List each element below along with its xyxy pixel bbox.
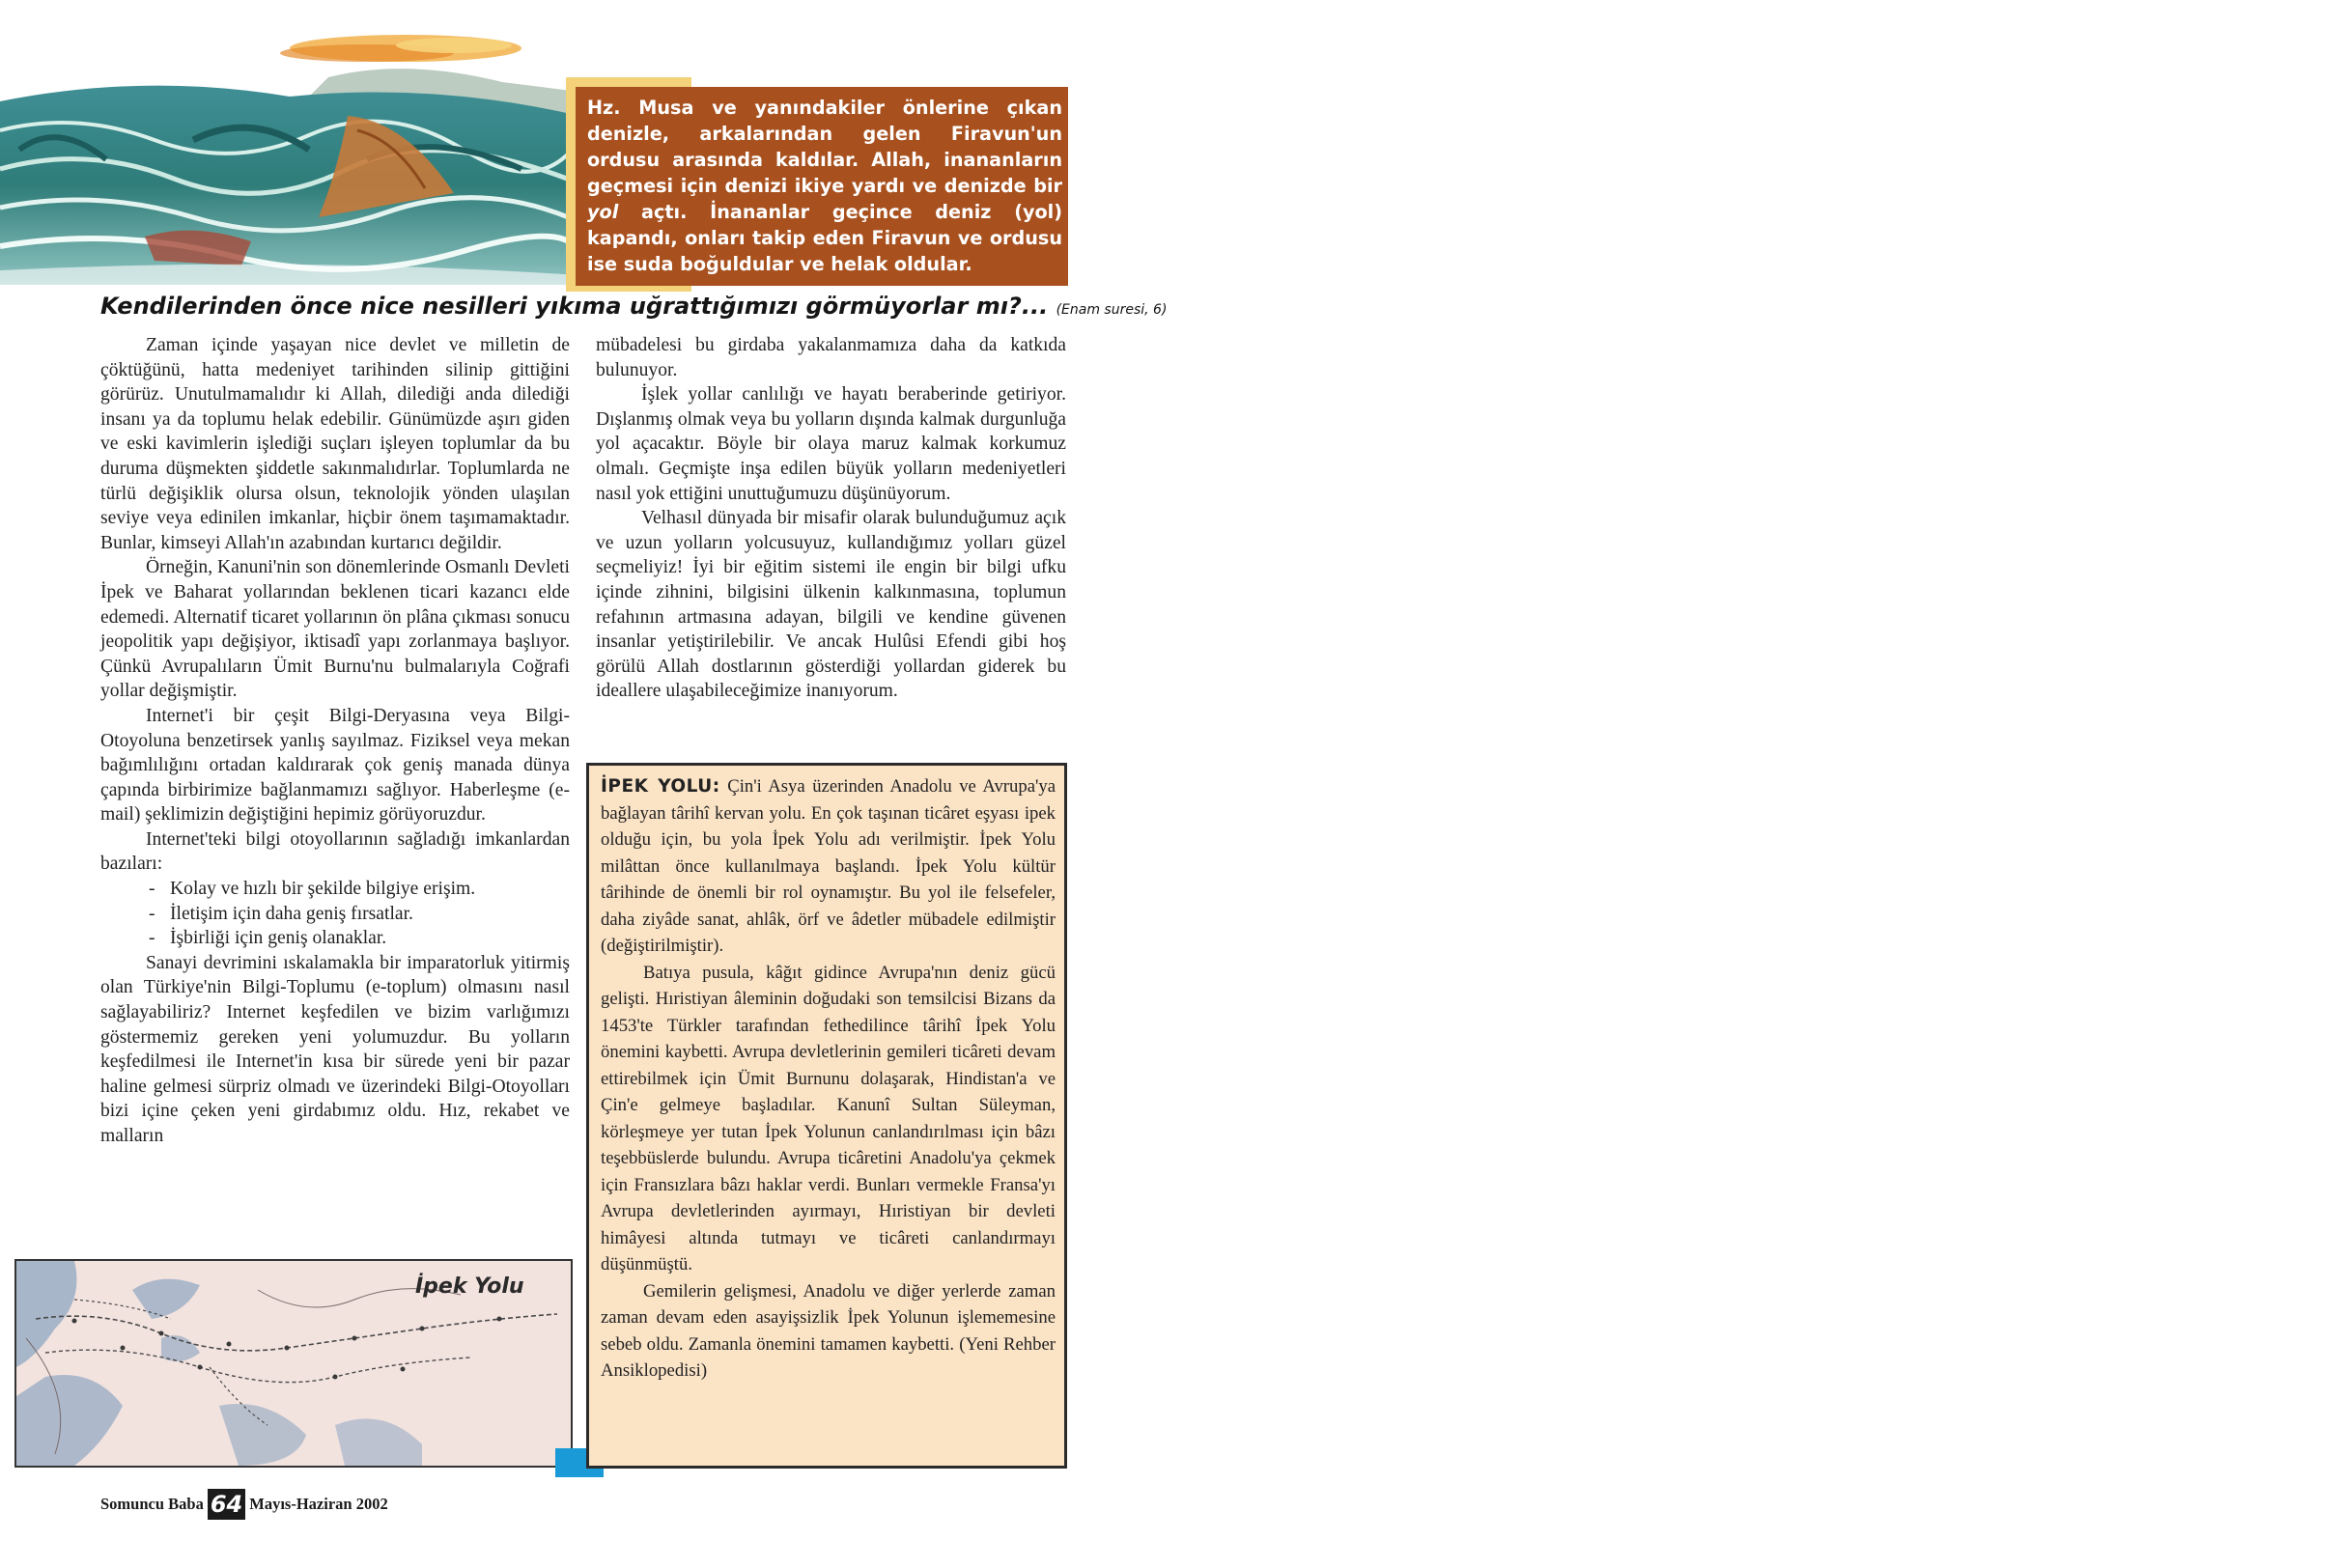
article-column-right	[596, 333, 1066, 704]
list-item: - İşbirliği için geniş olanaklar.	[149, 928, 387, 949]
page-footer	[100, 1489, 388, 1520]
caption-italic-word: yol	[587, 201, 619, 223]
paragraph: İşlek yollar canlılığı ve hayatı beraberinde getiriyor. Dışlanmış olmak veya bu yolların dışında kalmak durgunluğa yol açacaktır. Böyle bir olaya maruz kalmak korkumuz olmalı. Geçmişte inşa edilen büyük yolların medeniyetleri nasıl yok ettiğini unuttuğumuzu düşünüyorum.	[596, 384, 1066, 504]
info-paragraph: Batıya pusula, kâğıt gidince Avrupa'nın deniz gücü gelişti. Hıristiyan âleminin doğudaki son temsilcisi Bizans da 1453'te Türkler tarafından fethedilince târihî İpek Yolu önemini kaybetti. Avrupa devletlerinin gemileri ticâreti devam ettirebilmek için Ümit Burnunu dolaşarak, Hindistan'a ve Çin'e gelmeye başladılar. Kanunî Sultan Süleyman, körleşmeye yer tutan İpek Yolunun canlandırılması için bâzı teşebbüslerde bulundu. Avrupa ticâretini Anadolu'ya çekmek için Fransızlara bâzı haklar verdi. Bunları vermekle Fransa'yı Avrupa devletlerinden ayırmayı, Hıristiyan bir devleti himâyesi altında tutmayı ve ticâreti canlandırmayı düşünmüştü.	[601, 962, 1056, 1274]
paragraph: mübadelesi bu girdaba yakalanmamıza daha da katkıda bulunuyor.	[596, 335, 1066, 380]
verse-heading	[100, 293, 1168, 320]
paragraph: Internet'i bir çeşit Bilgi-Deryasına veya Bilgi-Otoyoluna benzetirsek yanlış sayılmaz. Fiziksel veya mekan bağımlılığını ortadan kaldırarak çok geniş manada dünya çapında birbirimize bağlanmamızı sağlıyor. Haberleşme (e-mail) şeklimizin değiştiğini hepimiz görüyoruzdur.	[100, 705, 570, 826]
info-paragraph	[601, 773, 1056, 960]
list-item: - Kolay ve hızlı bir şekilde bilgiye erişim.	[149, 879, 476, 900]
paragraph: Internet'teki bilgi otoyollarının sağladığı imkanlardan bazıları:	[100, 828, 570, 875]
magazine-name: Somuncu Baba	[100, 1495, 204, 1513]
issue-date: Mayıs-Haziran 2002	[249, 1495, 388, 1513]
paragraph: Velhasıl dünyada bir misafir olarak bulunduğumuz açık ve uzun yolların yolcusuyuz, kullandığımız yolları güzel seçmeliyiz! İyi bir eğitim sistemi ile engin bir bilgi ufku içinde zihnini, bilgisini ülkenin kalkınmasına, toplumun refahının artmasına adayan, bilgili ve kendine güvenen insanlar yetiştirilebilir. Ve ancak Hulûsi Efendi gibi hoş görülü Allah dostlarının gösterdiği yollardan giderek bu ideallere ulaşabileceğimize inanıyorum.	[596, 508, 1066, 702]
list-item: - İletişim için daha geniş fırsatlar.	[149, 903, 413, 924]
info-paragraph: Gemilerin gelişmesi, Anadolu ve diğer yerlerde zaman zaman devam eden asayişsizlik İpek Yolunun işlememesine sebeb oldu. Zamanla önemini tamamen kaybetti. (Yeni Rehber Ansiklopedisi)	[601, 1280, 1056, 1381]
sea-parting-illustration	[0, 24, 579, 285]
verse-reference: (Enam suresi, 6)	[1056, 302, 1168, 318]
page-number: 64	[208, 1489, 245, 1520]
caption-text-start: Hz. Musa ve yanındakiler önlerine çıkan denizle, arkalarından gelen Firavun'un ordusu arasında kaldılar. Allah, inananların geçmesi için denizi ikiye yardı ve denizde bir	[587, 97, 1062, 197]
paragraph: Sanayi devrimini ıskalamakla bir imparatorluk yitirmiş olan Türkiye'nin Bilgi-Toplumu (e-toplum) olmasını nasıl sağlayabiliriz? Internet keşfedilen ve bizim varlığımızı göstermemiz gereken yeni yolumuzdur. Bu yolların keşfedilmesi ile Internet'in kısa bir sürede yeni bir pazar haline gelmesi sürpriz olmadı ve üzerindeki Bilgi-Otoyolları bizi içine çeken yeni girdabımız oldu. Hız, rekabet ve malların	[100, 952, 570, 1146]
article-column-left	[100, 333, 570, 1149]
map-title: İpek Yolu	[415, 1274, 524, 1299]
caption-text-end: açtı. İnananlar geçince deniz (yol) kapandı, onları takip eden Firavun ve ordusu ise suda boğuldular ve helak oldular.	[587, 201, 1062, 275]
illustration-caption	[576, 87, 1068, 286]
info-heading: İPEK YOLU:	[601, 776, 720, 797]
paragraph: Örneğin, Kanuni'nin son dönemlerinde Osmanlı Devleti İpek ve Baharat yollarından beklenen ticari kazancı elde edemedi. Alternatif ticaret yollarının ön plâna çıkması sonucu jeopolitik yapı değişiyor, iktisadî yapı zorlanmaya başlıyor. Çünkü Avrupalıların Ümit Burnu'nu bulmalarıyla Coğrafi yollar değişmiştir.	[100, 557, 570, 702]
info-text: Çin'i Asya üzerinden Anadolu ve Avrupa'ya bağlayan târihî kervan yolu. En çok taşınan ticâret eşyası ipek olduğu için, bu yola İpek Yolu adı verilmiştir. İpek Yolu milâttan önce kullanılmaya başlandı. İpek Yolu kültür târihinde de önemli bir rol oynamıştır. Bu yol ile felsefeler, daha ziyâde sanat, ahlâk, örf ve âdetler mübadele edilmiştir (değiştirilmiştir).	[601, 776, 1056, 956]
silk-road-info-box	[586, 763, 1067, 1469]
paragraph: Zaman içinde yaşayan nice devlet ve milletin de çöktüğünü, hatta medeniyet tarihinden silinip gittiğini görürüz. Unutulmamalıdır ki Allah, dilediği anda dilediği insanı ya da toplumu helak edebilir. Günümüzde aşırı giden ve eski kavimlerin işlediği suçları işleyen toplumlar da bu duruma düşmekten şiddetle sakınmalıdırlar. Toplumlarda ne türlü değişiklik olursa olsun, teknolojik yönden ulaşılan seviye veya edinilen imkanlar, hiçbir önem taşımamaktadır. Bunlar, kimseyi Allah'ın azabından kurtarıcı değildir.	[100, 335, 570, 553]
verse-text: Kendilerinden önce nice nesilleri yıkıma uğrattığımızı görmüyorlar mı?...	[100, 293, 1049, 320]
